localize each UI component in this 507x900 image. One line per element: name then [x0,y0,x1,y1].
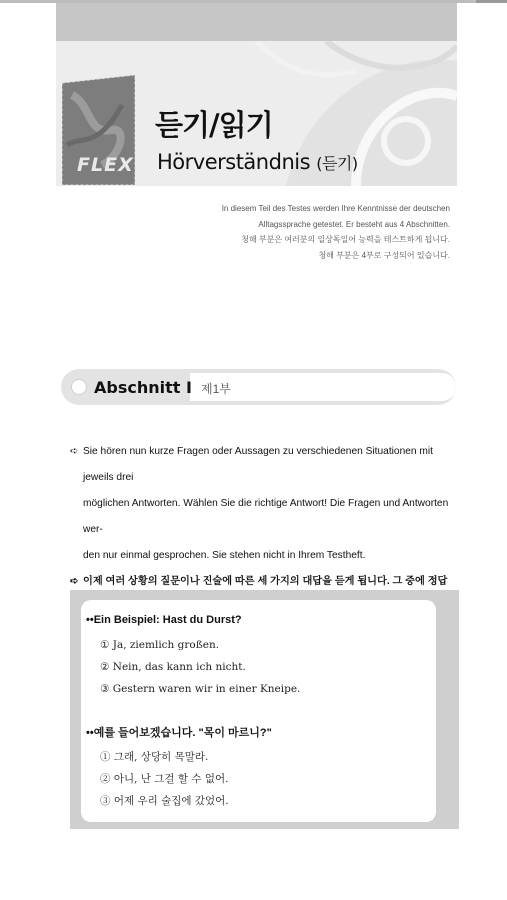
example-option: ① Ja, ziemlich großen. [100,639,220,651]
instruction-line: 이제 여러 상황의 질문이나 진술에 따른 세 가지의 대답을 듣게 됩니다. 그 중에 정답 [83,576,448,587]
instruction-line: Sie hören nun kurze Fragen oder Aussagen zu verschiedenen Situationen mit jeweils drei [83,446,433,483]
instruction-line: den nur einmal gesprochen. Sie stehen nicht in Ihrem Testheft. [83,550,366,561]
intro-line: Alltagssprache getestet. Er besteht aus 4 Abschnitten. [258,219,450,229]
instruction-german [70,439,457,569]
page-title-korean: 듣기/읽기 [155,108,273,142]
page-title-german [157,150,358,174]
example-option: ② 아니, 난 그걸 할 수 없어. [100,773,229,785]
example-option: ② Nein, das kann ich nicht. [100,661,246,673]
intro-paragraph [222,201,450,263]
example-option: ③ 어제 우리 술집에 갔었어. [100,795,229,807]
title-german-main: Hörverständnis [157,150,311,174]
section-title: Abschnitt I [94,378,192,397]
intro-line: In diesem Teil des Testes werden Ihre Kenntnisse der deutschen [221,204,450,213]
title-german-sub: (듣기) [316,154,358,173]
header-bar [56,3,457,41]
instruction-line: möglichen Antworten. Wählen Sie die richtige Antwort! Die Fragen und Antworten wer- [83,498,449,535]
section-subtitle: 제1부 [201,382,231,396]
example-option: ① 그래, 상당히 목말라. [100,751,209,763]
arrow-icon: ➪ [70,446,79,457]
example-heading-korean: ••예를 들어보겠습니다. "목이 마르니?" [86,727,272,739]
flex-logo-text: FLEX [77,154,134,176]
intro-line: 청해 부분은 4부로 구성되어 있습니다. [318,250,450,260]
example-heading-german: ••Ein Beispiel: Hast du Durst? [86,614,242,626]
arrow-icon: ➪ [70,576,79,587]
intro-line: 청해 부분은 여러분의 일상독일어 능력을 테스트하게 됩니다. [241,235,450,244]
example-option: ③ Gestern waren wir in einer Kneipe. [100,683,301,695]
section-bullet-icon [71,379,87,395]
example-card [81,600,436,822]
top-border-edge [476,0,507,3]
